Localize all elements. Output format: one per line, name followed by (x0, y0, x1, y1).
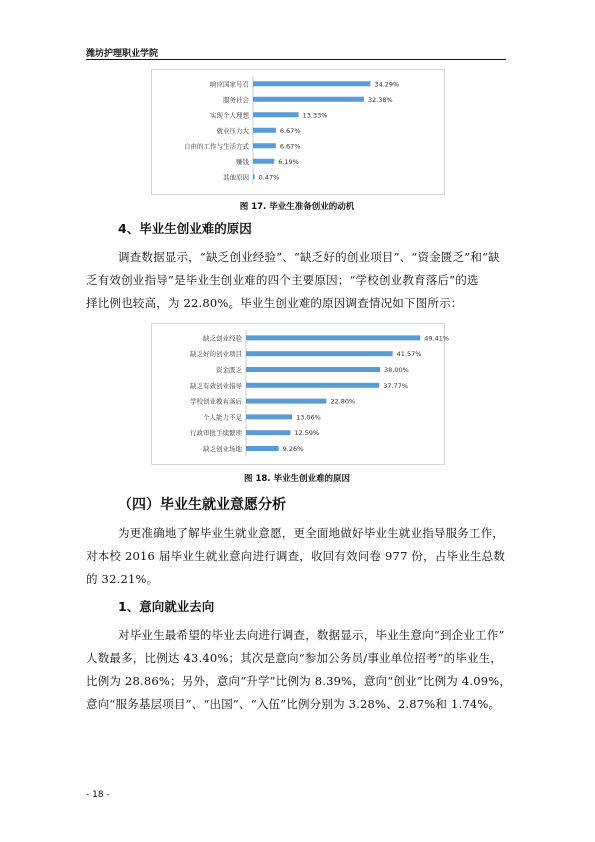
chart17-category-label: 就业压力大 (216, 126, 249, 135)
chart17-bar (253, 81, 370, 86)
chart18-category-label: 缺乏有效创业指导 (190, 381, 242, 390)
chart18-category-label: 缺乏创业经验 (203, 334, 242, 343)
chart17-value-label: 13.33% (302, 111, 328, 120)
chart18-bar (246, 367, 380, 372)
chart18-value-label: 22.80% (330, 397, 356, 406)
chart17-value-label: 6.67% (279, 126, 301, 135)
chart17-category-label: 自由的工作与生活方式 (184, 142, 249, 151)
chart17-frame (151, 69, 445, 195)
chart17-bar (253, 97, 364, 102)
chart18-category-label: 行政审批手续繁琐 (190, 429, 242, 438)
section4-line-3: 择比例也较高，为 22.80%。毕业生创业难的原因调查情况如下图所示： (86, 296, 463, 310)
section-four-line-2: 对本校 2016 届毕业生就业意向进行调查，收回有效问卷 977 份，占毕业生总数 (86, 549, 506, 563)
chart18-value-label: 37.77% (383, 381, 409, 390)
chart18-bar (246, 399, 326, 404)
chart17-bar (253, 174, 255, 179)
chart18-category-label: 缺乏创业场地 (203, 445, 242, 453)
chart17-category-label: 响应国家号召 (210, 80, 249, 89)
chart17-bar (253, 143, 276, 148)
chart18-category-label: 学校创业教育落后 (190, 397, 242, 406)
section4-line-2: 乏有效创业指导”是毕业生创业难的四个主要原因；“学校创业教育落后”的选 (86, 273, 479, 287)
chart17-bar (253, 128, 276, 133)
chart18-bar (246, 446, 279, 451)
chart17-category-label: 服务社会 (223, 95, 249, 104)
section1-heading: 1、意向就业去向 (118, 599, 215, 614)
chart18-category-label: 缺乏好的创业项目 (190, 350, 242, 359)
chart17-category-label: 赚钱 (236, 157, 249, 166)
section4-heading: 4、毕业生创业难的原因 (118, 221, 252, 236)
chart18-frame (151, 323, 450, 465)
chart17-svg (152, 70, 444, 194)
section4-paragraph (86, 246, 500, 315)
chart18-value-label: 9.26% (282, 445, 304, 453)
section4-line-1: 调查数据显示，“缺乏创业经验”、“缺乏好的创业项目”、“资金匮乏”和“缺 (118, 250, 500, 264)
chart17-value-label: 32.38% (367, 95, 393, 104)
chart17-bar (253, 159, 274, 164)
header-rule (86, 59, 506, 60)
chart18-value-label: 49.41% (424, 334, 450, 343)
chart18-bar (246, 335, 420, 340)
chart18-bar (246, 414, 292, 419)
chart17-value-label: 6.19% (278, 157, 299, 166)
chart17-category-label: 其他原因 (223, 173, 249, 182)
chart18-bar (246, 351, 393, 356)
chart18-category-label: 个人能力不足 (203, 413, 242, 422)
chart18-bar (246, 430, 290, 435)
section1-line-1: 对毕业生最希望的毕业去向进行调查，数据显示，毕业生意向“到企业工作” (118, 628, 505, 642)
chart18-value-label: 13.06% (296, 413, 321, 422)
header-title: 潍坊护理职业学院 (86, 49, 159, 59)
section-four-line-1: 为更准确地了解毕业生就业意愿，更全面地做好毕业生就业指导服务工作， (118, 526, 505, 540)
chart18-category-label: 资金匮乏 (216, 366, 242, 374)
chart17-value-label: 34.29% (374, 80, 400, 89)
chart17-value-label: 0.47% (258, 173, 280, 182)
chart17-bar (253, 112, 299, 117)
section-four-paragraph (86, 522, 506, 591)
section1-line-4: 意向“服务基层项目”、“出国”、“入伍”比例分别为 3.28%、2.87%和 1.74%。 (86, 697, 501, 711)
chart17-category-label: 实现个人理想 (210, 111, 249, 120)
chart18-bar (246, 383, 379, 388)
chart18-value-label: 12.59% (294, 429, 320, 438)
chart17-value-label: 6.67% (279, 142, 301, 151)
section-four-line-3: 的 32.21%。 (86, 572, 159, 586)
section1-line-3: 比例为 28.86%；另外，意向“升学”比例为 8.39%，意向“创业”比例为 4.09%， (86, 674, 512, 688)
section1-line-2: 人数最多，比例达 43.40%；其次是意向“参加公务员/事业单位招考”的毕业生， (86, 651, 503, 665)
chart18-svg (152, 324, 450, 464)
chart18-value-label: 38.00% (384, 366, 409, 374)
chart18-value-label: 41.57% (396, 350, 422, 359)
page-number: - 18 - (86, 790, 110, 800)
chart18-caption: 图 18. 毕业生创业难的原因 (244, 474, 350, 484)
chart17-caption: 图 17. 毕业生准备创业的动机 (239, 202, 355, 212)
section-four-title: （四）毕业生就业意愿分析 (118, 497, 286, 513)
section1-paragraph (86, 624, 512, 716)
